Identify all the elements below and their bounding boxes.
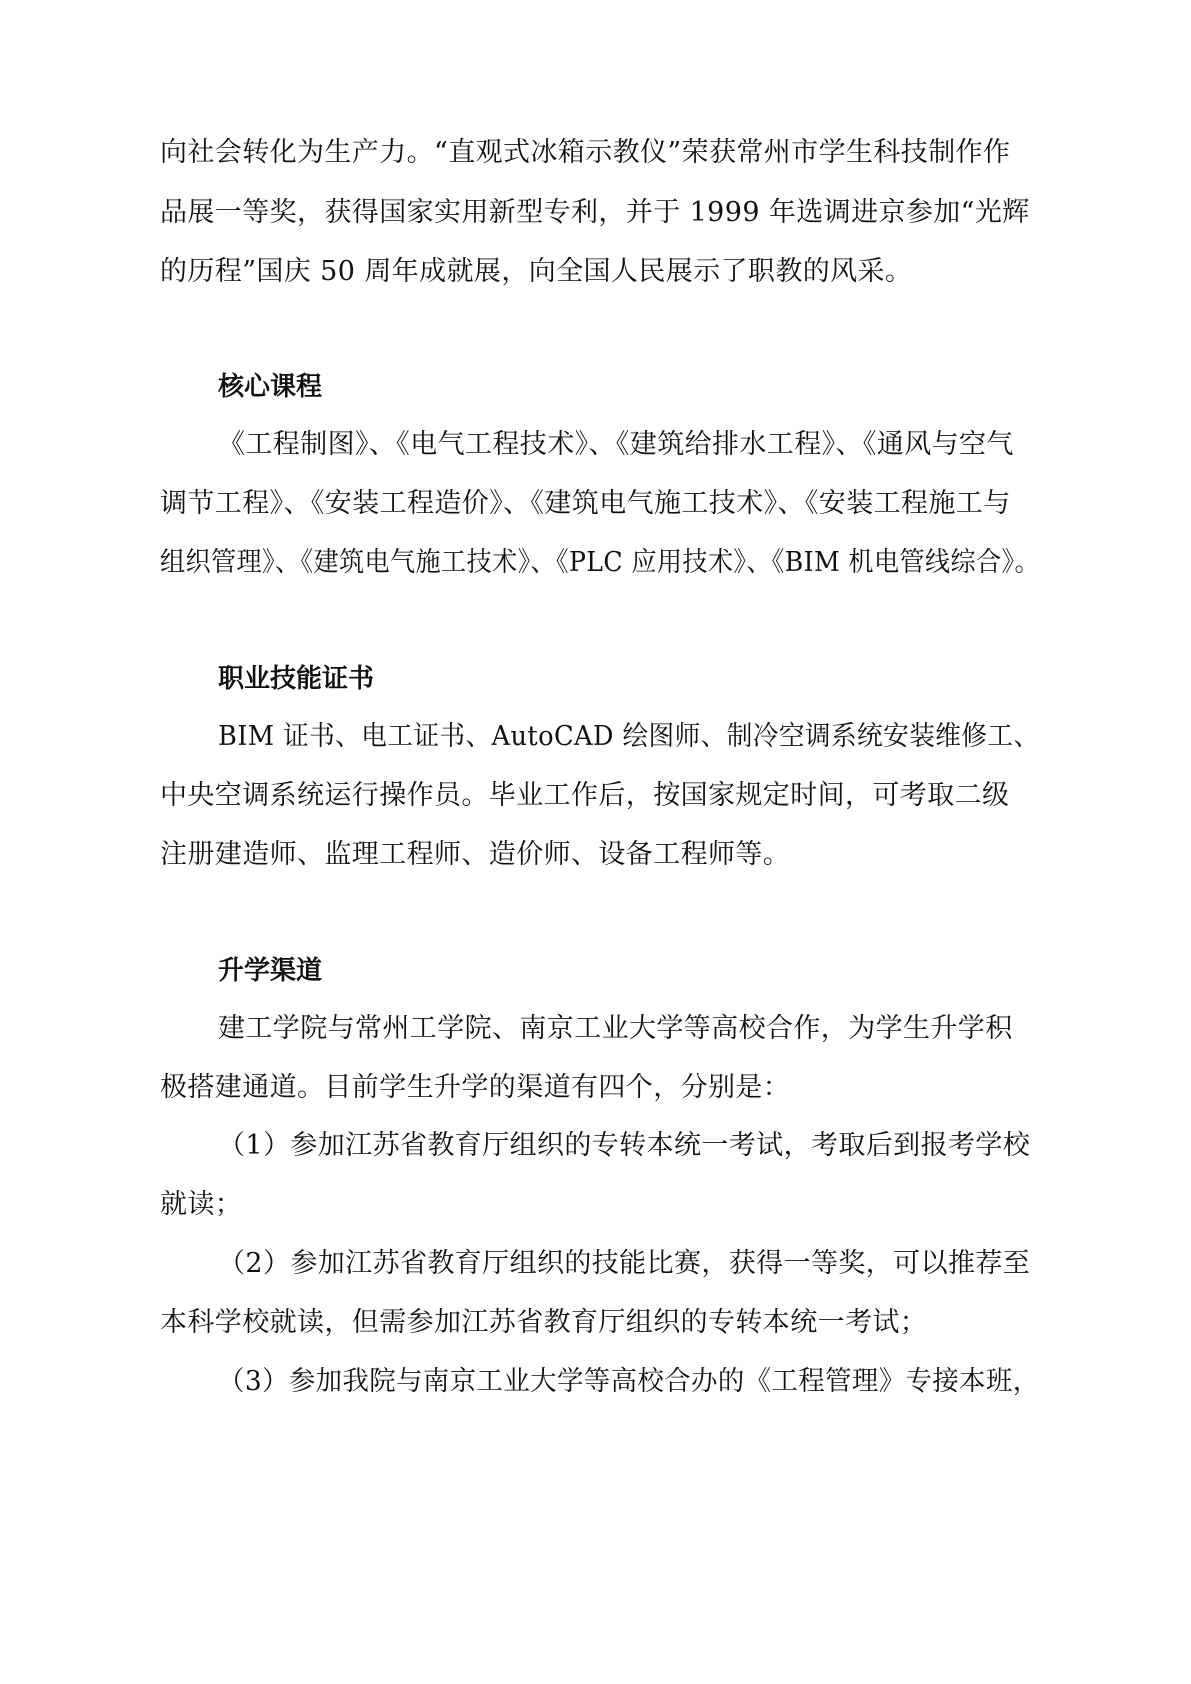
- certificates-line-3: 注册建造师、监理工程师、造价师、设备工程师等。: [160, 839, 791, 870]
- further-study-line-3: （1）参加江苏省教育厅组织的专转本统一考试，考取后到报考学校: [218, 1130, 1031, 1161]
- intro-line-3: 的历程”国庆 50 周年成就展，向全国人民展示了职教的风采。: [160, 256, 913, 287]
- intro-line-2: 品展一等奖，获得国家实用新型专利，并于 1999 年选调进京参加“光辉: [160, 197, 1030, 228]
- certificates-heading: 职业技能证书: [218, 664, 375, 694]
- certificates-line-1: BIM 证书、电工证书、AutoCAD 绘图师、制冷空调系统安装维修工、: [218, 721, 1040, 752]
- certificates-line-2: 中央空调系统运行操作员。毕业工作后，按国家规定时间，可考取二级: [160, 780, 1010, 811]
- further-study-heading: 升学渠道: [218, 956, 323, 986]
- further-study-line-4: 就读；: [160, 1189, 243, 1220]
- core-courses-line-2: 调节工程》、《安装工程造价》、《建筑电气施工技术》、《安装工程施工与: [160, 488, 1011, 519]
- core-courses-line-3: 组织管理》、《建筑电气施工技术》、《PLC 应用技术》、《BIM 机电管线综合》。: [160, 547, 1040, 578]
- further-study-line-5: （2）参加江苏省教育厅组织的技能比赛，获得一等奖，可以推荐至: [218, 1248, 1031, 1279]
- intro-line-1: 向社会转化为生产力。“直观式冰箱示教仪”荣获常州市学生科技制作作: [160, 137, 1011, 168]
- core-courses-heading: 核心课程: [218, 372, 323, 402]
- further-study-line-6: 本科学校就读，但需参加江苏省教育厅组织的专转本统一考试；: [160, 1307, 928, 1338]
- further-study-line-1: 建工学院与常州工学院、南京工业大学等高校合作，为学生升学积: [218, 1013, 1013, 1044]
- further-study-line-7: （3）参加我院与南京工业大学等高校合办的《工程管理》专接本班，: [218, 1366, 1040, 1397]
- further-study-line-2: 极搭建通道。目前学生升学的渠道有四个，分别是：: [160, 1072, 791, 1103]
- core-courses-line-1: 《工程制图》、《电气工程技术》、《建筑给排水工程》、《通风与空气: [218, 429, 1014, 460]
